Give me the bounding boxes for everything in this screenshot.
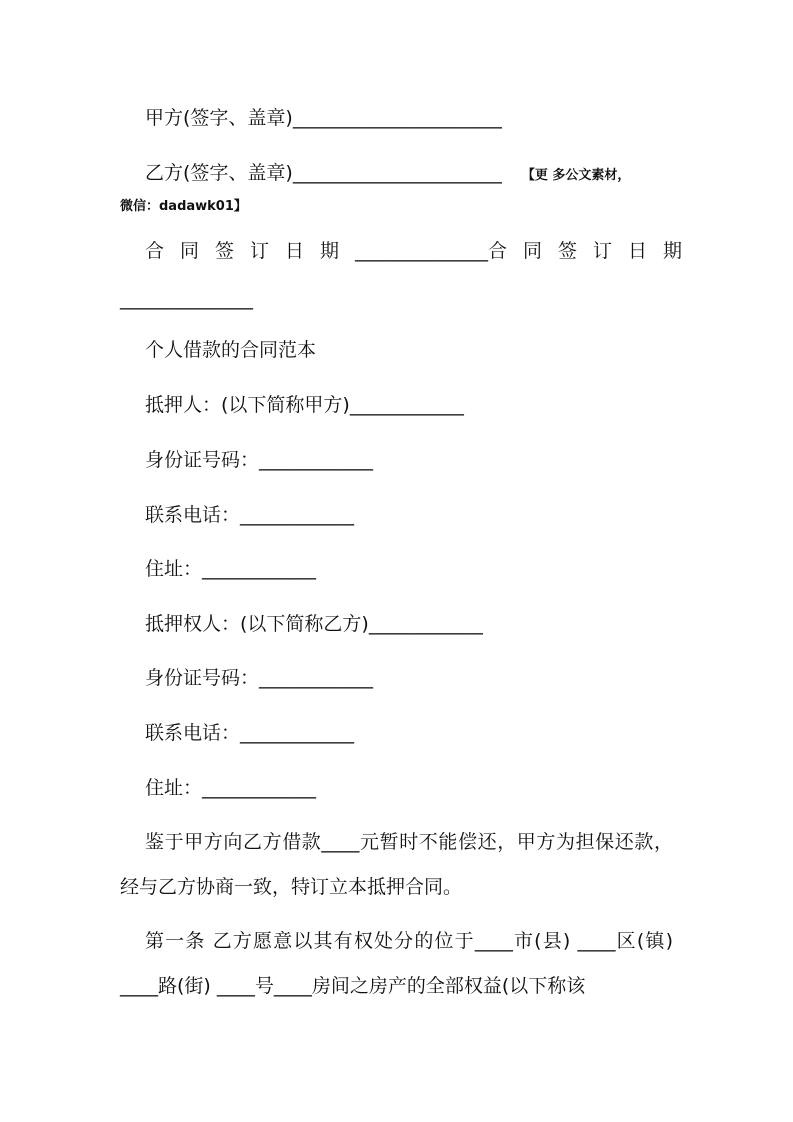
sign-date-label-left: 合同签订日期 <box>145 240 356 262</box>
mortgagor-id-field: 身份证号码：____________ <box>145 449 374 471</box>
mortgagee-id-field: 身份证号码：____________ <box>145 667 374 689</box>
sign-date-row <box>145 239 699 263</box>
mortgagee-field: 抵押权人：(以下简称乙方)____________ <box>145 613 483 635</box>
document-title: 个人借款的合同范本 <box>145 339 317 361</box>
sign-date-label-right: 合同签订日期 <box>488 240 699 262</box>
sign-date-blank-right: ______________ <box>120 288 253 310</box>
party-a-signature: 甲方(签字、盖章)______________________ <box>145 107 502 129</box>
mortgagor-phone-field: 联系电话：____________ <box>145 504 355 526</box>
party-b-signature <box>145 161 630 188</box>
mortgagee-phone-field: 联系电话：____________ <box>145 722 355 744</box>
article-1-paragraph: 第一条 乙方愿意以其有权处分的位于____市(县) ____区(镇) ____路(街) ____号____房间之房产的全部权益(以下称该 <box>120 930 673 997</box>
sign-date-blank-left: ______________ <box>355 240 489 262</box>
material-note-part2: 微信：dadawk01】 <box>120 199 247 214</box>
intro-paragraph: 鉴于甲方向乙方借款____元暂时不能偿还，甲方为担保还款，经与乙方协商一致，特订立本抵押合同。 <box>120 831 673 898</box>
mortgagee-address-field: 住址：____________ <box>145 777 317 799</box>
material-note-part1: 【更 多公文素材， <box>521 168 631 183</box>
mortgagor-address-field: 住址：____________ <box>145 558 317 580</box>
party-b-label: 乙方(签字、盖章)______________________ <box>145 162 502 184</box>
mortgagor-field: 抵押人：(以下简称甲方)____________ <box>145 394 464 416</box>
